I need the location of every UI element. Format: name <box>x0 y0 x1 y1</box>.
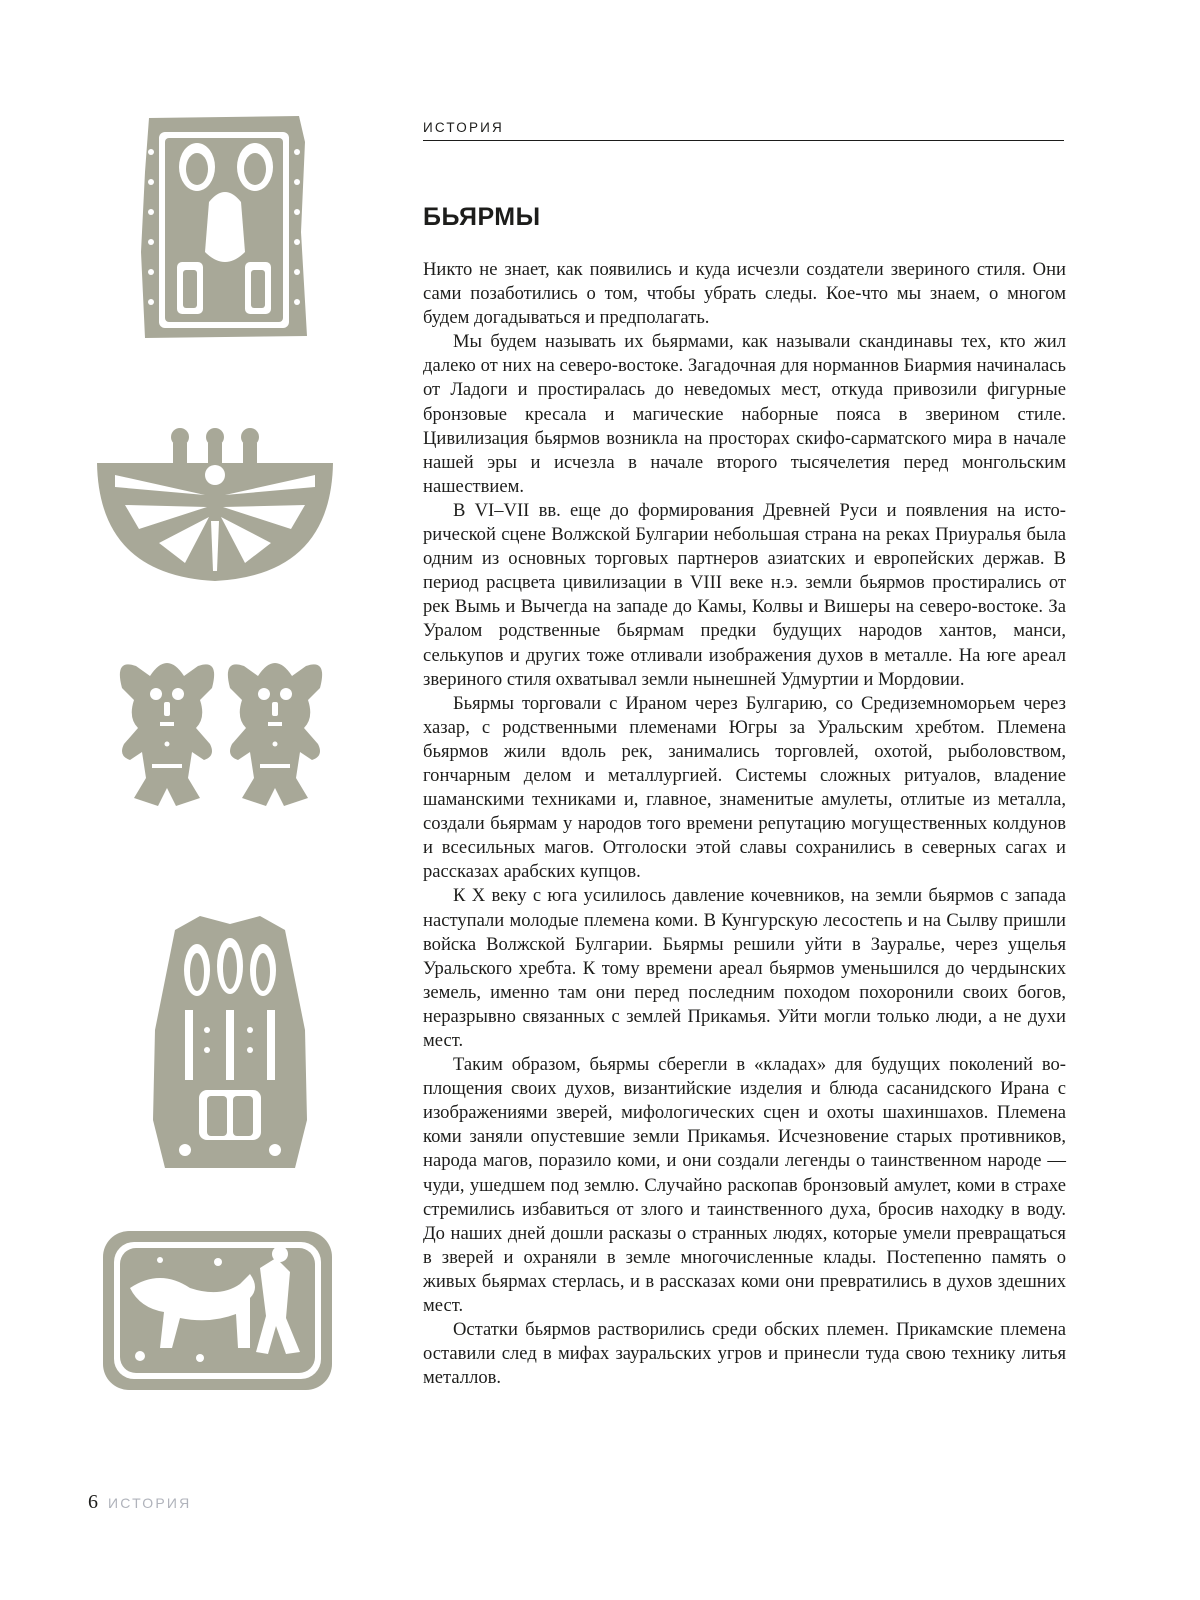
article-title: БЬЯРМЫ <box>423 203 541 231</box>
three-faced-idol-icon <box>145 910 315 1175</box>
winged-figures-pendant-icon <box>95 425 335 585</box>
page-footer <box>88 1491 191 1514</box>
paragraph: Остатки бьярмов растворились среди обских племен. Прикамские племена оставили след в мифах зауральских угров и принесли туда свою технику литья металлов. <box>423 1319 1066 1389</box>
article-body <box>423 258 1066 1390</box>
page-number: 6 <box>88 1491 98 1513</box>
footer-section-label: ИСТОРИЯ <box>108 1495 192 1511</box>
twin-figures-amulet-icon <box>112 648 332 810</box>
paragraph: Мы будем называть их бьярмами, как называли скандинавы тех, кто жил далеко от них на северо-востоке. Загадочная для норманнов Биармия начиналась от Ладоги и простиралась до неведомых мест, откуда привозили фигурные бронзовые кресала и магические наборные пояса в зверином стиле. Цивилизация бьярмов возникла на просторах скифо-сарматского мира в начале нашей эры и исчезла в начале второго тысячелетия перед монгольским нашествием. <box>423 331 1066 497</box>
paragraph: Никто не знает, как появились и куда исчезли создатели звериного стиля. Они сами позаботились о том, чтобы убрать следы. Кое-что мы знаем, о многом будем догадываться и предполагать. <box>423 259 1066 329</box>
paragraph: Таким образом, бьярмы сберегли в «кладах» для будущих поколений воплощения своих духов, византийские изделия и блюда сасанидского Ирана с изображениями зверей, мифологических сцен и охоты шахиншахов. Племена коми заняли опустевшие земли Прикамья. Исчезновение старых противников, народа магов, поразило коми, и они создали легенды о таинственном народе — чуди, ушедшем под землю. Случайно раскопав бронзовый амулет, коми в страхе стремились избавиться от злого и таинственного духа, бросив находку в воду. До наших дней дошли расказы о странных людях, которые умели превращаться в зверей и охраняли в земле многочисленные клады. Постепенно память о живых бьярмах стерлась, и в рассказах коми они превратились в духов здешних мест. <box>423 1054 1066 1317</box>
section-label: ИСТОРИЯ <box>423 120 505 135</box>
paragraph: К X веку с юга усилилось давление кочевников, на земли бьярмов с запада наступали молодые племена коми. В Кунгурскую лесостепь и на Сылву пришли войска Волжской Булгарии. Бьярмы решили уйти в Зауралье, через ущелья Уральского хребта. К тому времени ареал бьярмов уменьшился до чердынских земель, именно там они перед последним походом похоронили своих богов, неразрывно связанных с землей Прикамья. Уйти могли только люди, а не духи мест. <box>423 885 1066 1051</box>
section-header <box>423 119 1064 141</box>
illustration-column <box>90 100 340 1500</box>
animal-rider-plaque-icon <box>100 1228 335 1393</box>
seated-figure-plaque-icon <box>137 112 312 342</box>
paragraph: В VI–VII вв. еще до формирования Древней Руси и появления на исторической сцене Волжской Булгарии небольшая страна на реках Приуралья была одним из основных торговых партнеров азиатских и европейских держав. В период расцвета цивилизации в VIII веке н.э. земли бьярмов простирались от рек Вымь и Вычегда на западе до Камы, Колвы и Вишеры на северо-востоке. За Уралом родственные бьярмам предки будущих народов хантов, манси, селькупов и других тоже отливали изображения духов в металле. На юге ареал звериного стиля охватывал земли нынешней Удмуртии и Мордовии. <box>423 499 1066 690</box>
paragraph: Бьярмы торговали с Ираном через Булгарию, со Средиземноморьем через хазар, с родственными племенами Югры за Уральским хребтом. Племена бьярмов жили вдоль рек, занимались торговлей, охотой, рыболовством, гончарным делом и металлургией. Системы сложных ритуалов, владение шаманскими техниками и, главное, знаменитые амулеты, отлитые из металла, создали бьярмам у народов того времени репутацию могущественных колдунов и всесильных магов. Отголоски этой славы сохранились в северных сагах и рассказах арабских купцов. <box>423 692 1066 883</box>
